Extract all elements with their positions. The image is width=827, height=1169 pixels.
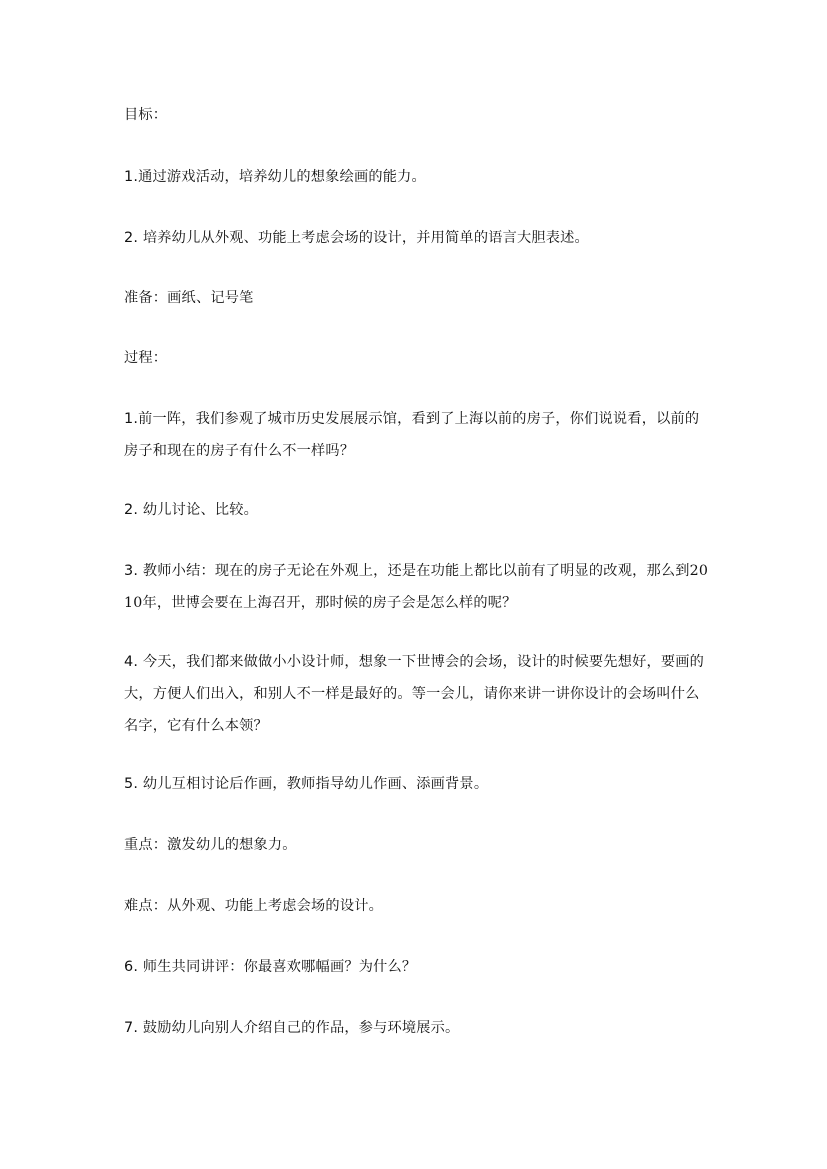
item-number: 7. [124,1020,143,1036]
paragraph-text: 通过游戏活动，培养幼儿的想象绘画的能力。 [138,169,426,185]
key-point-line [124,829,710,861]
process-heading [124,342,710,374]
difficulty-line [124,890,710,922]
item-number: 4. [124,654,143,670]
process-step-3 [124,555,710,619]
goal-heading [124,99,710,131]
paragraph-text: 教师小结：现在的房子无论在外观上，还是在功能上都比以前有了明显的改观，那么到2010年，世博会要在上海召开，那时候的房子会是怎么样的呢？ [124,563,709,611]
item-number: 6. [124,959,143,975]
paragraph-text: 准备：画纸、记号笔 [124,290,254,306]
item-number: 1. [124,169,139,185]
paragraph-text: 前一阵，我们参观了城市历史发展展示馆，看到了上海以前的房子，你们说说看，以前的房子和现在的房子有什么不一样吗？ [124,411,700,459]
paragraph-text: 过程： [124,350,168,366]
item-number: 5. [124,776,143,792]
process-step-2 [124,494,710,526]
item-number: 2. [124,230,143,246]
paragraph-text: 今天，我们都来做做小小设计师，想象一下世博会的会场，设计的时候要先想好，要画的大，方便人们出入，和别人不一样是最好的。等一会儿，请你来讲一讲你设计的会场叫什么名字，它有什么本领？ [124,654,705,734]
preparation-line [124,282,710,314]
process-step-7 [124,1012,710,1044]
paragraph-text: 目标： [124,107,168,123]
paragraph-text: 师生共同讲评：你最喜欢哪幅画？为什么？ [142,959,417,975]
item-number: 2. [124,502,143,518]
paragraph-text: 鼓励幼儿向别人介绍自己的作品，参与环境展示。 [142,1020,460,1036]
item-number: 1. [124,411,139,427]
paragraph-text: 培养幼儿从外观、功能上考虑会场的设计，并用简单的语言大胆表述。 [142,230,589,246]
paragraph-text: 幼儿讨论、比较。 [142,502,259,518]
process-step-6 [124,951,710,983]
paragraph-text: 幼儿互相讨论后作画，教师指导幼儿作画、添画背景。 [142,776,489,792]
process-step-1 [124,403,710,467]
item-number: 3. [124,563,143,579]
paragraph-text: 重点：激发幼儿的想象力。 [124,837,297,853]
process-step-4 [124,646,710,742]
process-step-5 [124,768,710,800]
goal-item-2 [124,222,710,254]
goal-item-1 [124,161,710,193]
paragraph-text: 难点：从外观、功能上考虑会场的设计。 [124,898,383,914]
